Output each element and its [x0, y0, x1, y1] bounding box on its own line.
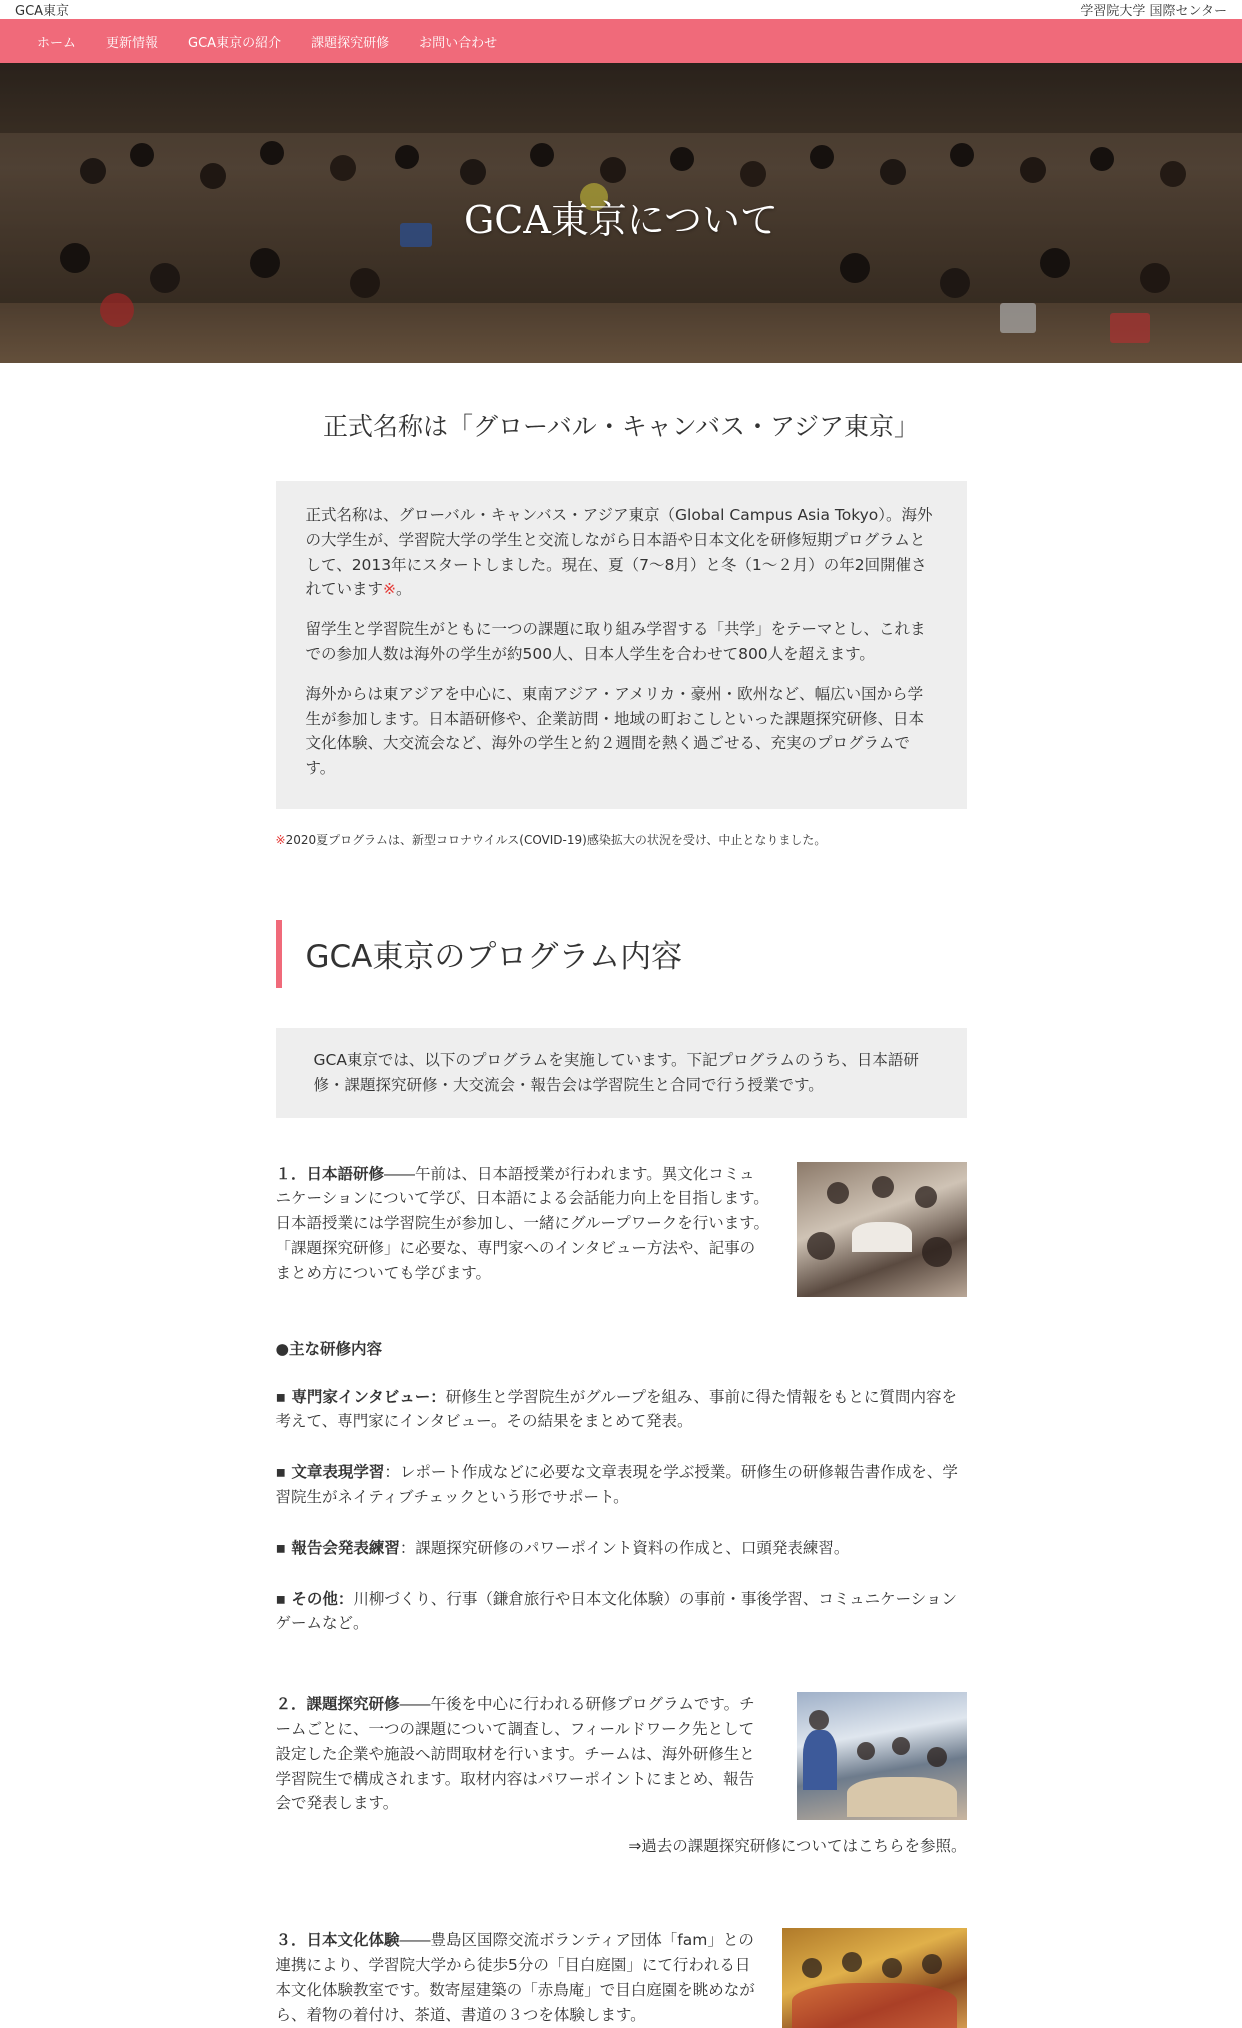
hero-title: GCA東京について	[463, 198, 779, 242]
nav-contact[interactable]: お問い合わせ	[419, 35, 498, 51]
section-3-text: ――豊島区国際交流ボランティア団体「fam」との連携により、学習院大学から徒歩5分の「目白庭園」にて行われる日本文化体験教室です。数寄屋建築の「赤鳥庵」で目白庭園を眺めながら、着物の着付け、茶道、書道の３つを体験します。	[275, 1931, 755, 2024]
nav-research[interactable]: 課題探究研修	[311, 35, 390, 51]
nav-about[interactable]: GCA東京の紹介	[188, 35, 282, 51]
intro-box	[276, 481, 967, 809]
culture-photo	[782, 1928, 967, 2028]
official-name-heading: 正式名称は「グローバル・キャンバス・アジア東京」	[322, 412, 919, 441]
section-research-training	[276, 1692, 967, 1820]
main-nav	[0, 19, 1242, 63]
fieldwork-photo	[797, 1692, 967, 1820]
section-culture-experience	[276, 1928, 967, 2028]
section-3-title: ３．日本文化体験	[275, 1931, 400, 1950]
item-other: ▪ その他：川柳づくり、行事（鎌倉旅行や日本文化体験）の事前・事後学習、コミュニケーションゲームなど。	[275, 1589, 957, 1633]
item-presentation: ▪ 報告会発表練習：課題探究研修のパワーポイント資料の作成と、口頭発表練習。	[275, 1538, 850, 1557]
covid-note: ※2020夏プログラムは、新型コロナウイルス(COVID-19)感染拡大の状況を受け、中止となりました。	[275, 832, 827, 847]
program-summary: GCA東京では、以下のプログラムを実施しています。下記プログラムのうち、日本語研修・課題探究研修・大交流会・報告会は学習院生と合同で行う授業です。	[276, 1028, 967, 1118]
section-2-title: ２．課題探究研修	[275, 1695, 400, 1714]
item-writing: ▪ 文章表現学習：レポート作成などに必要な文章表現を学ぶ授業。研修生の研修報告書作成を、学習院生がネイティブチェックという形でサポート。	[275, 1463, 958, 1506]
main-content	[276, 407, 967, 2028]
section-1-title: １．日本語研修	[275, 1164, 385, 1183]
nav-updates[interactable]: 更新情報	[106, 35, 159, 51]
site-name[interactable]: GCA東京	[15, 4, 70, 19]
section-japanese-training	[276, 1162, 967, 1297]
org-name[interactable]: 学習院大学 国際センター	[1080, 4, 1227, 19]
footnote-mark: ※	[383, 580, 397, 599]
past-research-link[interactable]: ⇒過去の課題探究研修についてはこちらを参照。	[628, 1837, 967, 1856]
intro-paragraph-1: 正式名称は、グローバル・キャンバス・アジア東京（Global Campus Asia Tokyo）。海外の大学生が、学習院大学の学生と交流しながら日本語や日本文化を研修短期プログラムとして、2013年にスタートしました。現在、夏（7～8月）と冬（1～２月）の年2回開催されています※。	[305, 506, 933, 599]
item-interview: ▪ 専門家インタビュー：研修生と学習院生がグループを組み、事前に得た情報をもとに質問内容を考えて、専門家にインタビュー。その結果をまとめて発表。	[275, 1387, 957, 1431]
main-content-heading: ●主な研修内容	[275, 1339, 383, 1358]
top-bar	[0, 0, 1242, 19]
intro-paragraph-3: 海外からは東アジアを中心に、東南アジア・アメリカ・豪州・欧州など、幅広い国から学生が参加します。日本語研修や、企業訪問・地域の町おこしといった課題探究研修、日本文化体験、大交流会など、海外の学生と約２週間を熱く過ごせる、充実のプログラムです。	[305, 684, 924, 778]
hero-banner	[0, 63, 1242, 363]
classroom-photo	[797, 1162, 967, 1297]
program-heading: GCA東京のプログラム内容	[276, 920, 967, 988]
section-1-text: ――午前は、日本語授業が行われます。異文化コミュニケーションについて学び、日本語による会話能力向上を目指します。日本語授業には学習院生が参加し、一緒にグループワークを行います。「課題探究研修」に必要な、専門家へのインタビュー方法や、記事のまとめ方についても学びます。	[275, 1164, 770, 1282]
section-2-text: ――午後を中心に行われる研修プログラムです。チームごとに、一つの課題について調査し、フィールドワーク先として設定した企業や施設へ訪問取材を行います。チームは、海外研修生と学習院生で構成されます。取材内容はパワーポイントにまとめ、報告会で発表します。	[275, 1695, 755, 1813]
intro-paragraph-2: 留学生と学習院生がともに一つの課題に取り組み学習する「共学」をテーマとし、これまでの参加人数は海外の学生が約500人、日本人学生を合わせて800人を超えます。	[305, 620, 926, 663]
nav-home[interactable]: ホーム	[37, 35, 77, 51]
